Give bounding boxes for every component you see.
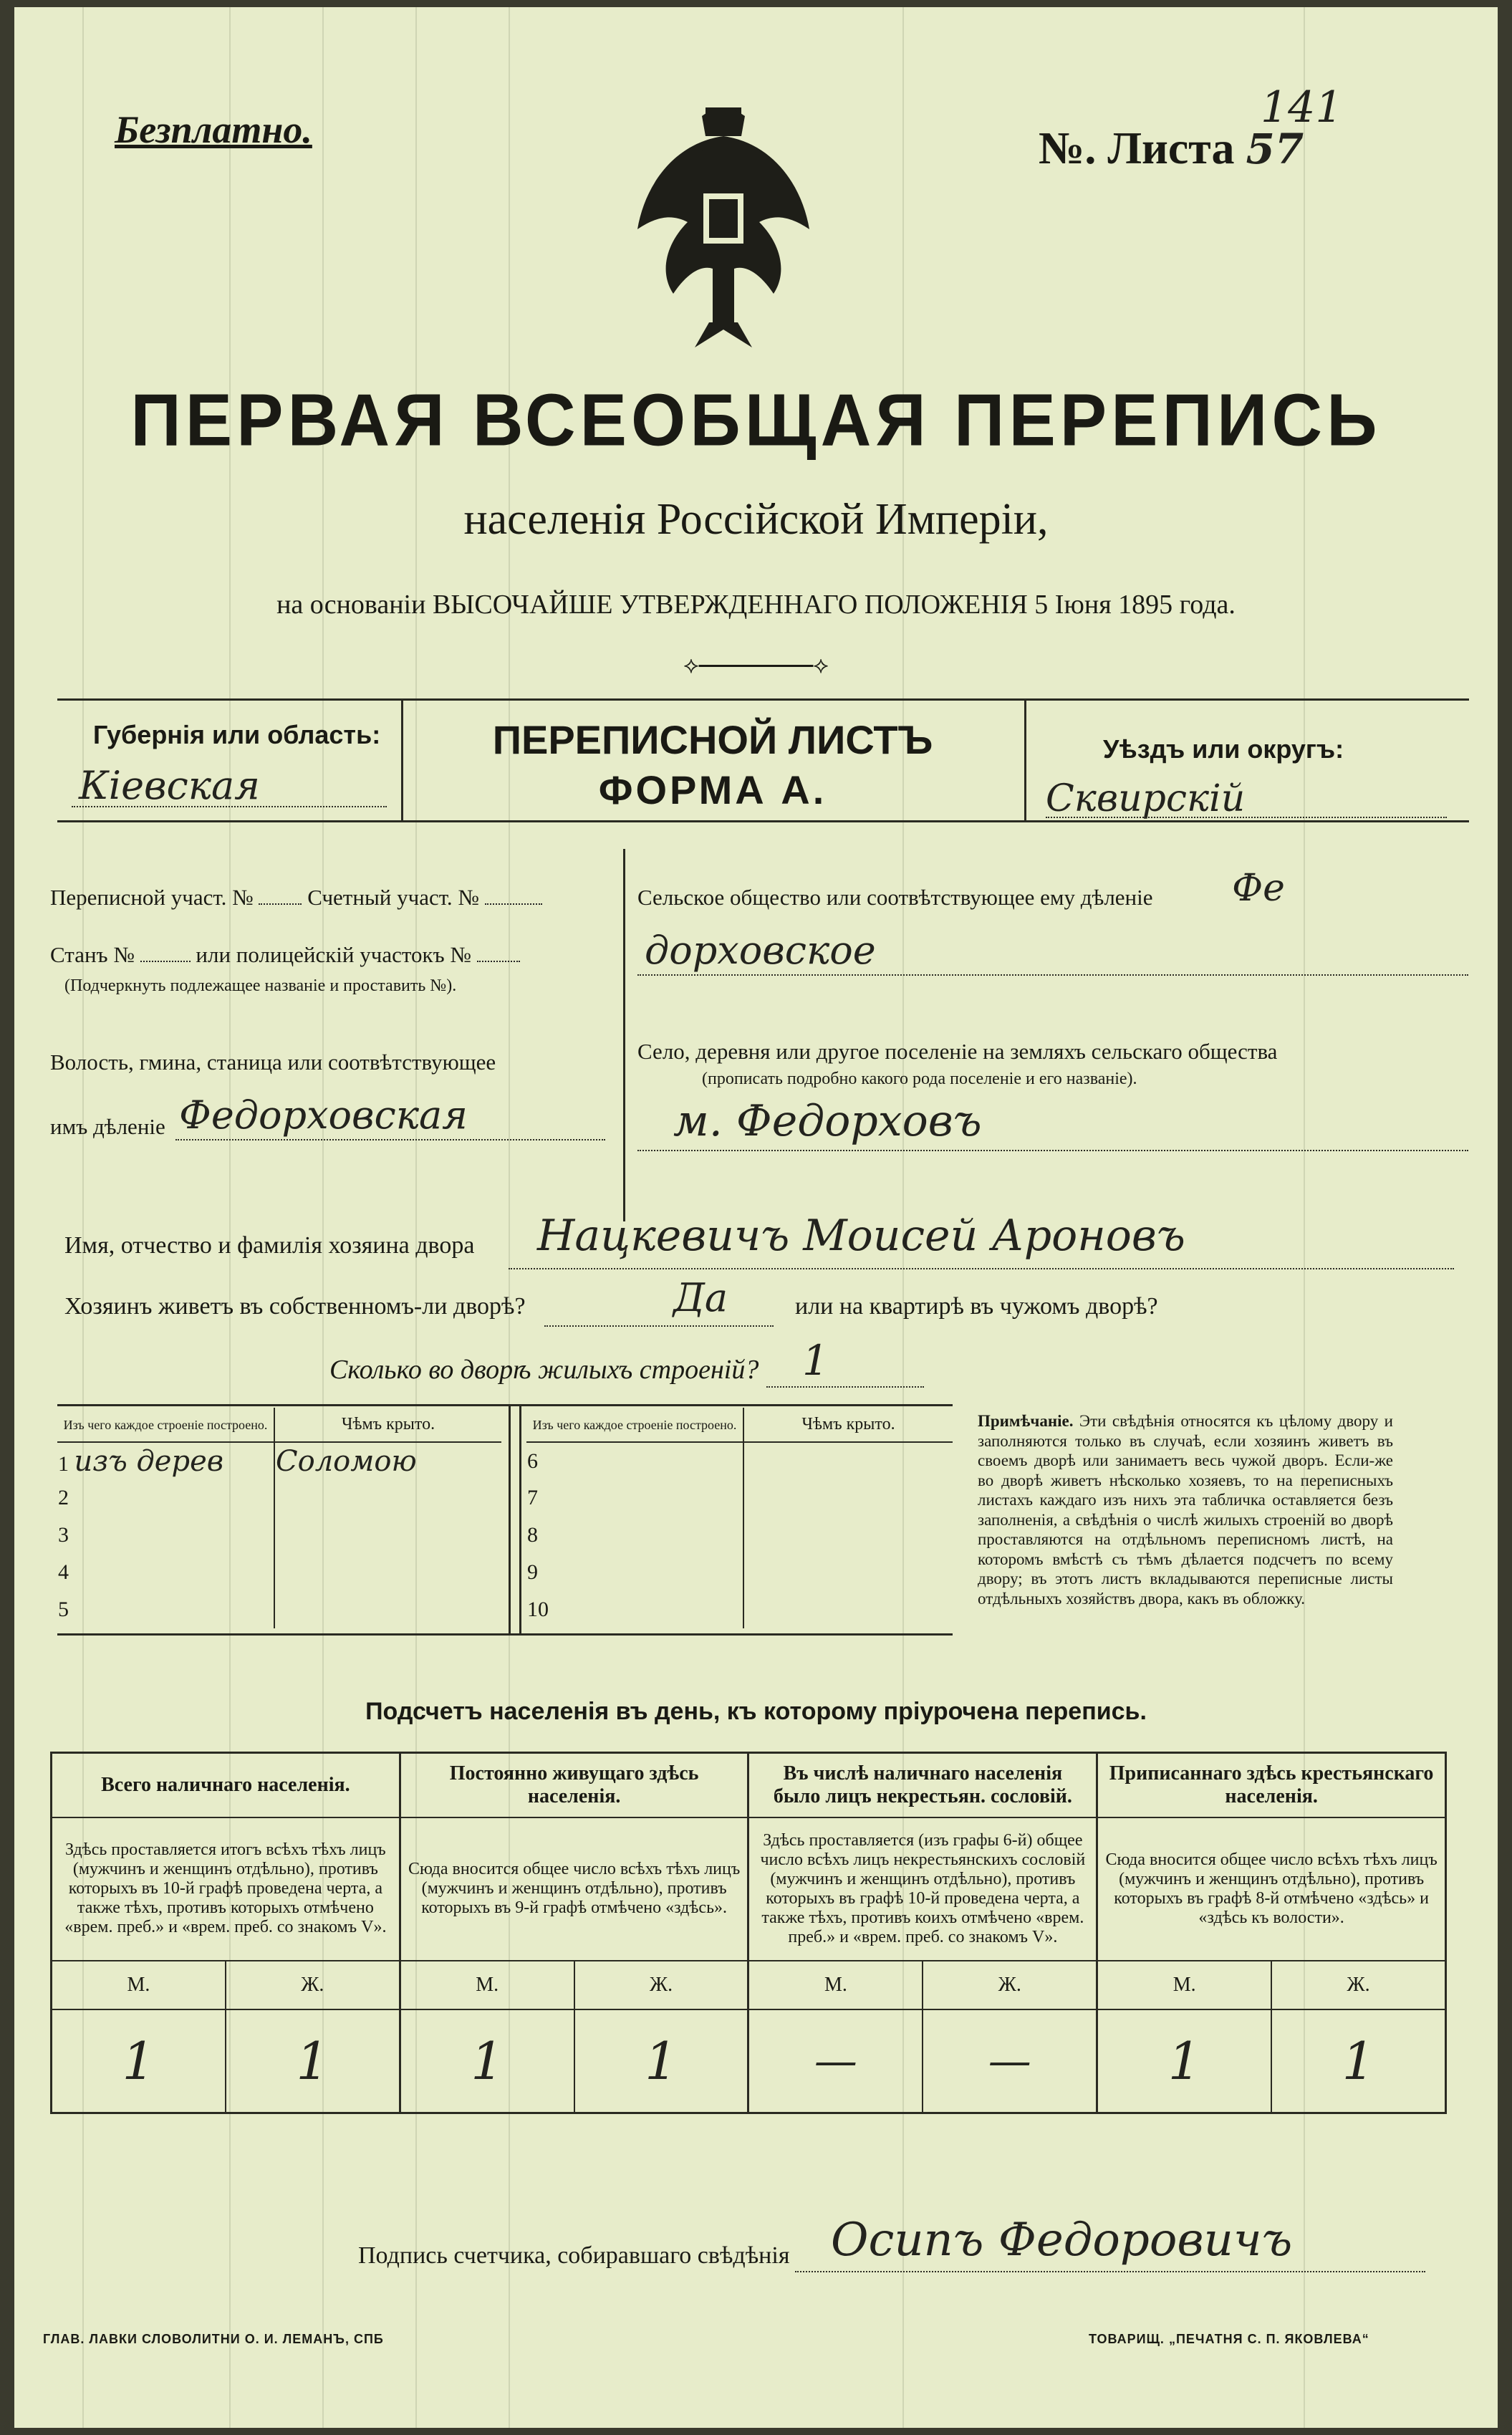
page-title: ПЕРВАЯ ВСЕОБЩАЯ ПЕРЕПИСЬ	[130, 378, 1382, 461]
row-number: 1	[58, 1451, 69, 1476]
count-male-value: —	[748, 2009, 923, 2113]
field-line	[637, 1150, 1468, 1151]
count-male-value: 1	[52, 2009, 226, 2113]
col-roof-header: Чѣмъ крыто.	[801, 1415, 895, 1433]
field-line	[637, 974, 1468, 976]
page-subtitle: населенія Россійской Имперіи,	[463, 495, 1049, 544]
buildings-label: Сколько во дворѣ жилыхъ строеній?	[329, 1355, 759, 1385]
gubernia-label: Губернія или область:	[93, 720, 381, 749]
field-line	[795, 2271, 1425, 2272]
note-text: Эти свѣдѣнія относятся къ цѣлому двору и заполняются только въ случаѣ, если хозяинъ живетъ въ своемъ дворѣ или занимаетъ весь чужой дворъ. Если-же во дворѣ живетъ нѣсколько хозяевъ, то на переписныхъ листахъ каждаго изъ нихъ эта табличка оставляется безъ заполненія, а свѣдѣнія о числѣ жилыхъ строеній во дворѣ проставляются на отдѣльномъ переписномъ листѣ, на которомъ вмѣстѣ съ тѣмъ дѣлается подсчетъ по всему двору; въ этотъ листъ вкладываются переписные листы отдѣльныхъ хозяйствъ двора, какъ въ обложку.	[978, 1412, 1393, 1608]
count-female-value: 1	[574, 2009, 748, 2113]
row-roof: Соломою	[276, 1444, 417, 1478]
uchast-row	[50, 885, 542, 911]
male-label: М.	[748, 1961, 923, 2009]
field-line	[509, 1268, 1454, 1269]
table-header-row	[57, 1408, 501, 1442]
form-subtitle: ФОРМА А.	[598, 767, 827, 812]
count-sex-row	[52, 1961, 1446, 2009]
society-value-2: дорховское	[645, 928, 876, 973]
signature-label: Подпись счетчика, собиравшаго свѣдѣнія	[358, 2242, 790, 2269]
buildings-value: 1	[802, 1336, 829, 1385]
table-header-row	[526, 1408, 953, 1442]
field-line	[544, 1325, 774, 1327]
uezd-label: Уѣздъ или округъ:	[1103, 734, 1344, 764]
population-count-table	[50, 1752, 1447, 2114]
rule	[401, 698, 403, 820]
stan-row	[50, 942, 520, 968]
field-line	[140, 961, 191, 962]
field-line	[1046, 817, 1447, 818]
society-label: Сельское общество или соотвѣтствующее ему дѣленіе	[637, 885, 1153, 910]
count-female-value: 1	[226, 2009, 400, 2113]
count-col-desc: Сюда вносится общее число всѣхъ тѣхъ лицъ (мужчинъ и женщинъ отдѣльно), противъ которыхъ въ графѣ 8-й отмѣчено «здѣсь» и «здѣсь къ волости».	[1105, 1850, 1438, 1927]
field-line	[485, 903, 542, 905]
female-label: Ж.	[226, 1961, 400, 2009]
table-row	[526, 1517, 953, 1554]
rule	[57, 1633, 953, 1636]
count-col-head: Приписаннаго здѣсь крестьянскаго населенія.	[1109, 1762, 1434, 1807]
table-row	[526, 1591, 953, 1628]
female-label: Ж.	[574, 1961, 748, 2009]
sheet-number-top: 141	[1261, 82, 1343, 133]
count-col-head: Постоянно живущаго здѣсь населенія.	[400, 1753, 748, 1817]
double-headed-eagle-emblem	[630, 107, 817, 351]
uezd-value: Сквирскій	[1046, 777, 1246, 820]
village-note: (прописать подробно какого рода поселеніе и его названіе).	[702, 1070, 1137, 1088]
count-male-value: 1	[1097, 2009, 1271, 2113]
row-number: 9	[526, 1554, 743, 1591]
rule	[1024, 698, 1026, 820]
stan-label: Станъ №	[50, 942, 135, 967]
col-roof-header: Чѣмъ крыто.	[341, 1415, 435, 1433]
male-label: М.	[400, 1961, 574, 2009]
row-material: изъ дерев	[74, 1444, 224, 1478]
village-label: Село, деревня или другое поселеніе на земляхъ сельскаго общества	[637, 1039, 1278, 1064]
uchast-label: Переписной участ. №	[50, 885, 254, 910]
owner-name-value: Нацкевичъ Моисей Ароновъ	[537, 1211, 1185, 1261]
table-row	[57, 1517, 501, 1554]
census-form-page	[14, 7, 1498, 2428]
male-label: М.	[52, 1961, 226, 2009]
rule	[57, 820, 1469, 822]
column-divider	[623, 849, 625, 1221]
sheet-number-label: №. Листа	[1039, 123, 1235, 173]
count-female-value: 1	[1342, 2030, 1375, 2091]
rule	[57, 698, 1469, 701]
count-female-value: —	[923, 2009, 1097, 2113]
row-number: 6	[526, 1442, 743, 1479]
owner-name-label: Имя, отчество и фамилія хозяина двора	[64, 1232, 475, 1259]
male-label: М.	[1097, 1961, 1271, 2009]
table-row	[526, 1479, 953, 1517]
printer-right: ТОВАРИЩ. „ПЕЧАТНЯ С. П. ЯКОВЛЕВА“	[1089, 2332, 1369, 2346]
society-value-1: Фе	[1232, 867, 1285, 910]
female-label: Ж.	[923, 1961, 1097, 2009]
note-lead: Примѣчаніе.	[978, 1412, 1074, 1430]
printer-left: ГЛАВ. ЛАВКИ СЛОВОЛИТНИ О. И. ЛЕМАНЪ, СПБ	[43, 2332, 384, 2346]
ornament-divider: ⟡━━━━━⟡	[683, 652, 829, 678]
female-label: Ж.	[1347, 1973, 1370, 1996]
count-title: Подсчетъ населенія въ день, къ которому пріурочена перепись.	[365, 1698, 1147, 1725]
count-col-desc: Здѣсь проставляется (изъ графы 6-й) общее число всѣхъ лицъ некрестьянскихъ сословій (мужчинъ и женщинъ отдѣльно), противъ которыхъ въ графѣ 10-й проведена черта, а также тѣхъ, противъ коихъ отмѣчено «врем. преб.» и «врем. преб. со знакомъ V».	[748, 1817, 1097, 1961]
own-yard-label: Хозяинъ живетъ въ собственномъ-ли дворѣ?	[64, 1293, 526, 1320]
sheet-number-value: 57	[1246, 125, 1304, 173]
table-row	[57, 1442, 501, 1479]
volost-label: Волость, гмина, станица или соотвѣтствующее	[50, 1050, 496, 1075]
field-line	[477, 961, 520, 962]
count-header-row	[52, 1753, 1446, 1817]
count-values-row	[52, 2009, 1446, 2113]
stan-note: (Подчеркнуть подлежащее названіе и проставить №).	[64, 976, 457, 995]
row-number: 2	[57, 1479, 274, 1517]
free-label: Безплатно.	[115, 108, 312, 151]
rule	[519, 1404, 521, 1633]
rule	[509, 1404, 511, 1633]
legal-basis: на основаніи ВЫСОЧАЙШЕ УТВЕРЖДЕННАГО ПОЛОЖЕНІЯ 5 Іюня 1895 года.	[276, 590, 1236, 620]
table-row	[57, 1554, 501, 1591]
form-title: ПЕРЕПИСНОЙ ЛИСТЪ	[492, 717, 933, 762]
field-line	[259, 903, 302, 905]
row-number: 8	[526, 1517, 743, 1554]
row-number: 5	[57, 1591, 274, 1628]
table-row	[57, 1479, 501, 1517]
col-material-header: Изъ чего каждое строеніе построено.	[526, 1408, 743, 1442]
signature-value: Осипъ Федоровичъ	[831, 2214, 1293, 2267]
note-block	[978, 1411, 1393, 1608]
rent-label: или на квартирѣ въ чужомъ дворѣ?	[795, 1293, 1158, 1320]
count-col-head: Въ числѣ наличнаго населенія было лицъ некрестьян. сословій.	[748, 1753, 1097, 1817]
count-male-value: 1	[400, 2009, 574, 2113]
count-desc-row	[52, 1817, 1446, 1961]
village-value: м. Федорховъ	[673, 1096, 982, 1146]
table-row	[57, 1591, 501, 1628]
own-yard-value: Да	[673, 1275, 728, 1320]
buildings-table-right	[526, 1408, 953, 1628]
schet-label: Счетный участ. №	[307, 885, 480, 910]
table-row	[526, 1442, 953, 1479]
count-col-desc: Здѣсь проставляется итогъ всѣхъ тѣхъ лицъ (мужчинъ и женщинъ отдѣльно), противъ которыхъ въ 10-й графѣ проведена черта, а также тѣхъ, противъ которыхъ отмѣчено «врем. преб.» и «врем. преб. со знакомъ V».	[52, 1817, 400, 1961]
col-material-header: Изъ чего каждое строеніе построено.	[57, 1408, 274, 1442]
volost-value: Федорховская	[179, 1092, 468, 1138]
row-number: 10	[526, 1591, 743, 1628]
rule	[57, 1404, 953, 1406]
count-col-head: Всего наличнаго населенія.	[52, 1753, 400, 1817]
field-line	[766, 1386, 924, 1388]
table-row	[526, 1554, 953, 1591]
buildings-table-left	[57, 1408, 501, 1628]
police-label: или полицейскій участокъ №	[196, 942, 471, 967]
row-number: 4	[57, 1554, 274, 1591]
row-number: 7	[526, 1479, 743, 1517]
field-line	[175, 1139, 605, 1140]
gubernia-value: Кіевская	[79, 763, 260, 808]
row-number: 3	[57, 1517, 274, 1554]
count-col-desc: Сюда вносится общее число всѣхъ тѣхъ лицъ (мужчинъ и женщинъ отдѣльно), противъ которыхъ въ 9-й графѣ отмѣчено «здѣсь».	[400, 1817, 748, 1961]
field-line	[72, 806, 387, 807]
volost-label-2: имъ дѣленіе	[50, 1114, 165, 1139]
